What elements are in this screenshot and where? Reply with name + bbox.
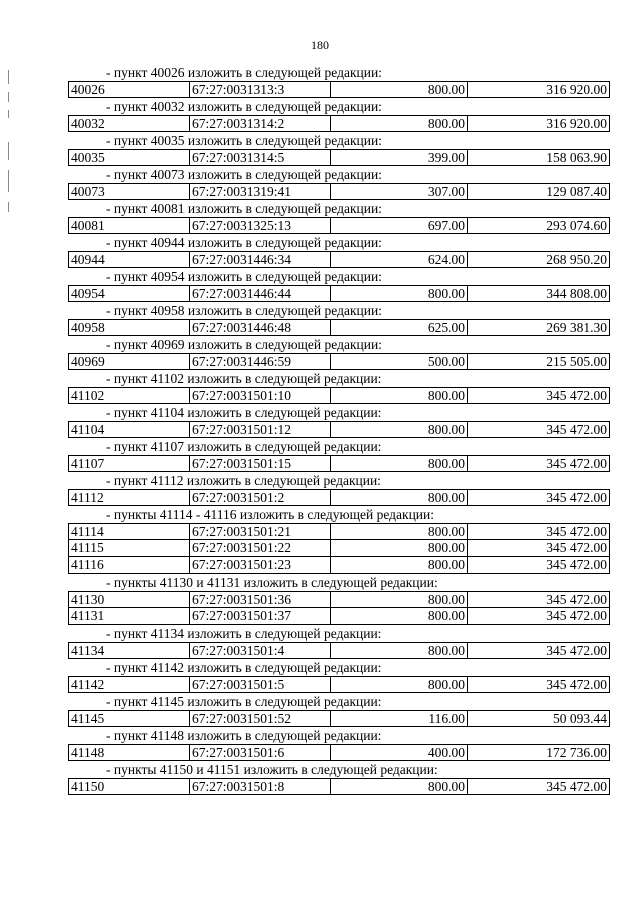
value-cell: 172 736.00 [468, 744, 610, 761]
amendment-table [68, 353, 610, 370]
amendment-table [68, 421, 610, 438]
item-number-cell: 40035 [68, 149, 190, 166]
item-number-cell: 41130 [68, 591, 190, 608]
value-cell: 345 472.00 [468, 591, 610, 608]
table-row [68, 744, 610, 761]
value-cell: 269 381.30 [468, 319, 610, 336]
page-number: 180 [311, 38, 329, 52]
amendments-list [68, 64, 610, 795]
amendment-table [68, 744, 610, 761]
item-number-cell: 41114 [68, 523, 190, 540]
value-cell: 129 087.40 [468, 183, 610, 200]
amendment-table [68, 455, 610, 472]
cadastral-number-cell: 67:27:0031501:6 [190, 744, 331, 761]
amendment-heading: - пункт 40035 изложить в следующей редакции: [106, 133, 382, 148]
value-cell: 158 063.90 [468, 149, 610, 166]
value-cell: 316 920.00 [468, 115, 610, 132]
value-cell: 345 472.00 [468, 455, 610, 472]
area-cell: 800.00 [331, 81, 468, 98]
cadastral-number-cell: 67:27:0031501:36 [190, 591, 331, 608]
value-cell: 345 472.00 [468, 540, 610, 557]
cadastral-number-cell: 67:27:0031314:5 [190, 149, 331, 166]
item-number-cell: 41116 [68, 557, 190, 574]
item-number-cell: 40026 [68, 81, 190, 98]
value-cell: 215 505.00 [468, 353, 610, 370]
item-number-cell: 40944 [68, 251, 190, 268]
item-number-cell: 40081 [68, 217, 190, 234]
value-cell: 316 920.00 [468, 81, 610, 98]
cadastral-number-cell: 67:27:0031501:15 [190, 455, 331, 472]
item-number-cell: 41112 [68, 489, 190, 506]
value-cell: 345 472.00 [468, 778, 610, 795]
amendment-heading: - пункт 40969 изложить в следующей редакции: [106, 337, 382, 352]
table-row [68, 387, 610, 404]
table-row [68, 81, 610, 98]
cadastral-number-cell: 67:27:0031501:4 [190, 642, 331, 659]
table-row [68, 778, 610, 795]
cadastral-number-cell: 67:27:0031501:37 [190, 608, 331, 625]
cadastral-number-cell: 67:27:0031501:22 [190, 540, 331, 557]
amendment-table [68, 149, 610, 166]
area-cell: 800.00 [331, 608, 468, 625]
amendment-table [68, 115, 610, 132]
area-cell: 800.00 [331, 676, 468, 693]
amendment-table [68, 676, 610, 693]
amendment-heading: - пункт 40073 изложить в следующей редакции: [106, 167, 382, 182]
cadastral-number-cell: 67:27:0031446:59 [190, 353, 331, 370]
amendment-heading: - пункт 40026 изложить в следующей редакции: [106, 65, 382, 80]
amendment-heading: - пункт 41104 изложить в следующей редакции: [106, 405, 382, 420]
item-number-cell: 41104 [68, 421, 190, 438]
amendment-table [68, 778, 610, 795]
amendment-table [68, 217, 610, 234]
value-cell: 50 093.44 [468, 710, 610, 727]
amendment-table [68, 387, 610, 404]
amendment-table [68, 710, 610, 727]
value-cell: 344 808.00 [468, 285, 610, 302]
item-number-cell: 41115 [68, 540, 190, 557]
area-cell: 800.00 [331, 421, 468, 438]
amendment-heading: - пункт 41148 изложить в следующей редакции: [106, 728, 382, 743]
amendment-heading: - пункты 41114 - 41116 изложить в следующей редакции: [106, 507, 434, 522]
amendment-heading: - пункт 41112 изложить в следующей редакции: [106, 473, 381, 488]
value-cell: 345 472.00 [468, 387, 610, 404]
cadastral-number-cell: 67:27:0031501:23 [190, 557, 331, 574]
cadastral-number-cell: 67:27:0031325:13 [190, 217, 331, 234]
amendment-heading: - пункты 41130 и 41131 изложить в следующей редакции: [106, 575, 438, 590]
item-number-cell: 41134 [68, 642, 190, 659]
amendment-table [68, 642, 610, 659]
item-number-cell: 40954 [68, 285, 190, 302]
table-row [68, 251, 610, 268]
cadastral-number-cell: 67:27:0031501:12 [190, 421, 331, 438]
area-cell: 800.00 [331, 557, 468, 574]
cadastral-number-cell: 67:27:0031446:34 [190, 251, 331, 268]
table-row [68, 115, 610, 132]
area-cell: 800.00 [331, 285, 468, 302]
item-number-cell: 41102 [68, 387, 190, 404]
cadastral-number-cell: 67:27:0031501:52 [190, 710, 331, 727]
table-row [68, 353, 610, 370]
item-number-cell: 40958 [68, 319, 190, 336]
item-number-cell: 41150 [68, 778, 190, 795]
amendment-table [68, 251, 610, 268]
amendment-heading: - пункт 41102 изложить в следующей редакции: [106, 371, 382, 386]
table-row [68, 319, 610, 336]
table-row [68, 421, 610, 438]
table-row [68, 540, 610, 557]
amendment-table [68, 81, 610, 98]
cadastral-number-cell: 67:27:0031501:10 [190, 387, 331, 404]
area-cell: 307.00 [331, 183, 468, 200]
cadastral-number-cell: 67:27:0031501:5 [190, 676, 331, 693]
item-number-cell: 40032 [68, 115, 190, 132]
table-row [68, 710, 610, 727]
area-cell: 800.00 [331, 115, 468, 132]
item-number-cell: 41145 [68, 710, 190, 727]
cadastral-number-cell: 67:27:0031313:3 [190, 81, 331, 98]
value-cell: 345 472.00 [468, 523, 610, 540]
amendment-table [68, 523, 610, 574]
item-number-cell: 40969 [68, 353, 190, 370]
cadastral-number-cell: 67:27:0031501:21 [190, 523, 331, 540]
cadastral-number-cell: 67:27:0031446:48 [190, 319, 331, 336]
value-cell: 345 472.00 [468, 676, 610, 693]
cadastral-number-cell: 67:27:0031314:2 [190, 115, 331, 132]
cadastral-number-cell: 67:27:0031446:44 [190, 285, 331, 302]
value-cell: 345 472.00 [468, 489, 610, 506]
area-cell: 800.00 [331, 642, 468, 659]
amendment-heading: - пункт 40958 изложить в следующей редакции: [106, 303, 382, 318]
amendment-heading: - пункт 41134 изложить в следующей редакции: [106, 626, 382, 641]
amendment-heading: - пункты 41150 и 41151 изложить в следующей редакции: [106, 762, 438, 777]
value-cell: 345 472.00 [468, 557, 610, 574]
value-cell: 345 472.00 [468, 421, 610, 438]
table-row [68, 523, 610, 540]
table-row [68, 676, 610, 693]
area-cell: 800.00 [331, 778, 468, 795]
value-cell: 268 950.20 [468, 251, 610, 268]
area-cell: 697.00 [331, 217, 468, 234]
table-row [68, 642, 610, 659]
area-cell: 800.00 [331, 540, 468, 557]
table-row [68, 557, 610, 574]
item-number-cell: 41148 [68, 744, 190, 761]
table-row [68, 455, 610, 472]
area-cell: 500.00 [331, 353, 468, 370]
amendment-heading: - пункт 41142 изложить в следующей редакции: [106, 660, 382, 675]
table-row [68, 149, 610, 166]
amendment-table [68, 183, 610, 200]
area-cell: 399.00 [331, 149, 468, 166]
amendment-heading: - пункт 40081 изложить в следующей редакции: [106, 201, 382, 216]
amendment-table [68, 489, 610, 506]
table-row [68, 591, 610, 608]
amendment-table [68, 319, 610, 336]
amendment-heading: - пункт 40032 изложить в следующей редакции: [106, 99, 382, 114]
amendment-heading: - пункт 41107 изложить в следующей редакции: [106, 439, 382, 454]
item-number-cell: 41142 [68, 676, 190, 693]
cadastral-number-cell: 67:27:0031319:41 [190, 183, 331, 200]
amendment-heading: - пункт 40944 изложить в следующей редакции: [106, 235, 382, 250]
cadastral-number-cell: 67:27:0031501:2 [190, 489, 331, 506]
table-row [68, 608, 610, 625]
area-cell: 800.00 [331, 591, 468, 608]
table-row [68, 489, 610, 506]
table-row [68, 285, 610, 302]
table-row [68, 183, 610, 200]
value-cell: 345 472.00 [468, 608, 610, 625]
area-cell: 800.00 [331, 387, 468, 404]
amendment-table [68, 591, 610, 625]
amendment-heading: - пункт 41145 изложить в следующей редакции: [106, 694, 382, 709]
area-cell: 625.00 [331, 319, 468, 336]
cadastral-number-cell: 67:27:0031501:8 [190, 778, 331, 795]
amendment-heading: - пункт 40954 изложить в следующей редакции: [106, 269, 382, 284]
item-number-cell: 40073 [68, 183, 190, 200]
item-number-cell: 41131 [68, 608, 190, 625]
value-cell: 293 074.60 [468, 217, 610, 234]
area-cell: 800.00 [331, 455, 468, 472]
item-number-cell: 41107 [68, 455, 190, 472]
value-cell: 345 472.00 [468, 642, 610, 659]
area-cell: 800.00 [331, 489, 468, 506]
amendment-table [68, 285, 610, 302]
table-row [68, 217, 610, 234]
area-cell: 800.00 [331, 523, 468, 540]
area-cell: 624.00 [331, 251, 468, 268]
area-cell: 400.00 [331, 744, 468, 761]
area-cell: 116.00 [331, 710, 468, 727]
